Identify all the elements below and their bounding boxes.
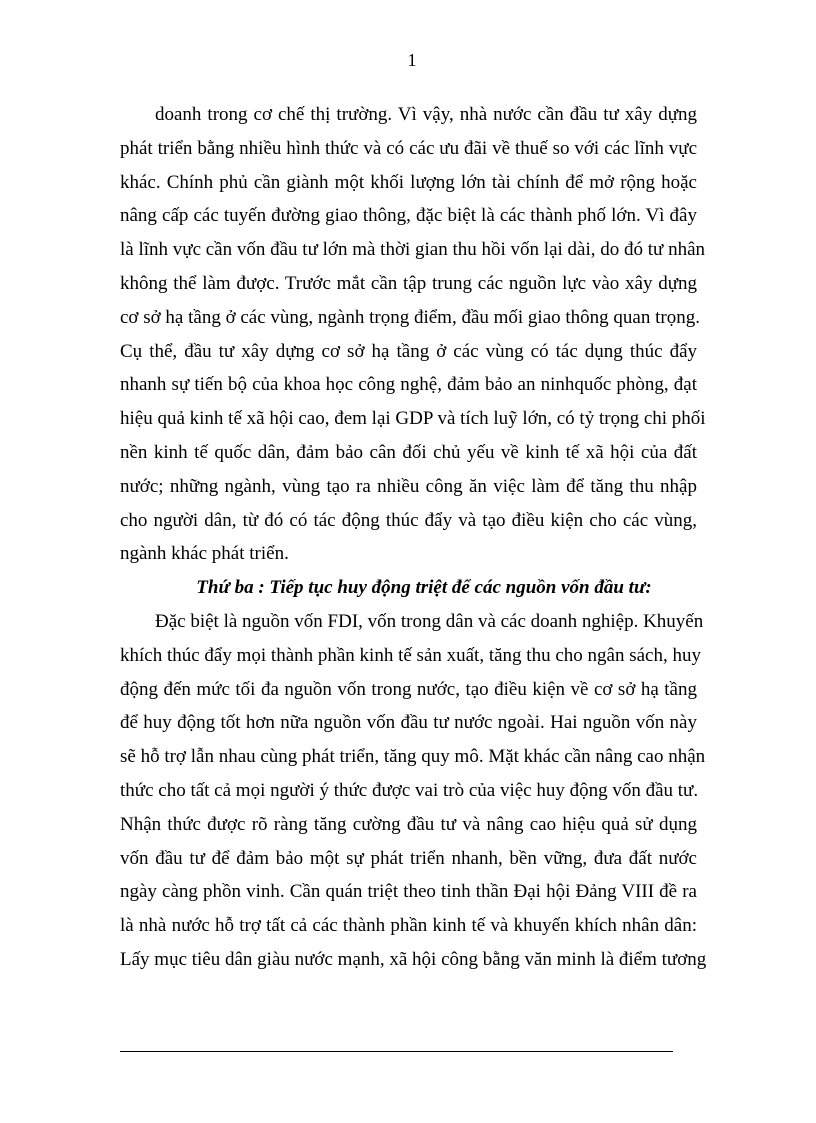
text-line: nâng cấp các tuyến đường giao thông, đặc biệt là các thành phố lớn. Vì đây	[120, 205, 697, 227]
text-line: là nhà nước hỗ trợ tất cả các thành phần kinh tế và khuyến khích nhân dân:	[120, 915, 697, 937]
text-line: không thể làm được. Trước mắt cần tập trung các nguồn lực vào xây dựng	[120, 272, 697, 294]
text-line: doanh trong cơ chế thị trường. Vì vậy, nhà nước cần đầu tư xây dựng	[155, 104, 697, 125]
section-heading: Thứ ba : Tiếp tục huy động triệt để các nguồn vốn đầu tư:	[196, 577, 652, 599]
paragraph-1	[120, 98, 706, 571]
text-line: khác. Chính phủ cần giành một khối lượng lớn tài chính để mở rộng hoặc	[120, 171, 697, 193]
text-line: cho người dân, từ đó có tác động thúc đẩy và tạo điều kiện cho các vùng,	[120, 509, 697, 531]
text-line: khích thúc đẩy mọi thành phần kinh tế sản xuất, tăng thu cho ngân sách, huy	[120, 644, 701, 666]
text-line: sẽ hỗ trợ lẫn nhau cùng phát triển, tăng quy mô. Mặt khác cần nâng cao nhận	[120, 746, 706, 768]
text-line: vốn đầu tư để đảm bảo một sự phát triển nhanh, bền vững, đưa đất nước	[120, 847, 697, 869]
text-line: hiệu quả kinh tế xã hội cao, đem lại GDP và tích luỹ lớn, có tỷ trọng chi phối	[120, 408, 706, 430]
text-line: Đặc biệt là nguồn vốn FDI, vốn trong dân và các doanh nghiệp. Khuyến	[155, 610, 704, 632]
text-line: Lấy mục tiêu dân giàu nước mạnh, xã hội công bằng văn minh là điểm tương	[120, 948, 707, 970]
text-line: phát triển bằng nhiều hình thức và có các ưu đãi về thuế so với các lĩnh vực	[120, 137, 697, 159]
text-line: nhanh sự tiến bộ của khoa học công nghệ, đảm bảo an ninhquốc phòng, đạt	[120, 374, 697, 396]
text-line: Nhận thức được rõ ràng tăng cường đầu tư và nâng cao hiệu quả sử dụng	[120, 813, 697, 835]
page-number: 1	[407, 50, 417, 70]
text-line: ngày càng phồn vinh. Cần quán triệt theo tinh thần Đại hội Đảng VIII đề ra	[120, 881, 697, 903]
text-line: động đến mức tối đa nguồn vốn trong nước, tạo điều kiện về cơ sở hạ tầng	[120, 678, 697, 700]
text-line: Cụ thể, đầu tư xây dựng cơ sở hạ tầng ở các vùng có tác dụng thúc đẩy	[120, 340, 697, 362]
footer-divider	[120, 1051, 673, 1052]
text-line: để huy động tốt hơn nữa nguồn vốn đầu tư nước ngoài. Hai nguồn vốn này	[120, 712, 697, 734]
text-line: nước; những ngành, vùng tạo ra nhiều công ăn việc làm để tăng thu nhập	[120, 475, 697, 497]
document-body	[120, 98, 707, 977]
text-line: là lĩnh vực cần vốn đầu tư lớn mà thời gian thu hồi vốn lại dài, do đó tư nhân	[120, 239, 706, 261]
text-line: thức cho tất cả mọi người ý thức được vai trò của việc huy động vốn đầu tư.	[120, 779, 699, 801]
paragraph-2	[120, 605, 707, 977]
text-line: cơ sở hạ tầng ở các vùng, ngành trọng điểm, đầu mối giao thông quan trọng.	[120, 306, 700, 328]
text-line: ngành khác phát triển.	[120, 543, 289, 565]
text-line: nền kinh tế quốc dân, đảm bảo cân đối chủ yếu về kinh tế xã hội của đất	[120, 441, 697, 463]
